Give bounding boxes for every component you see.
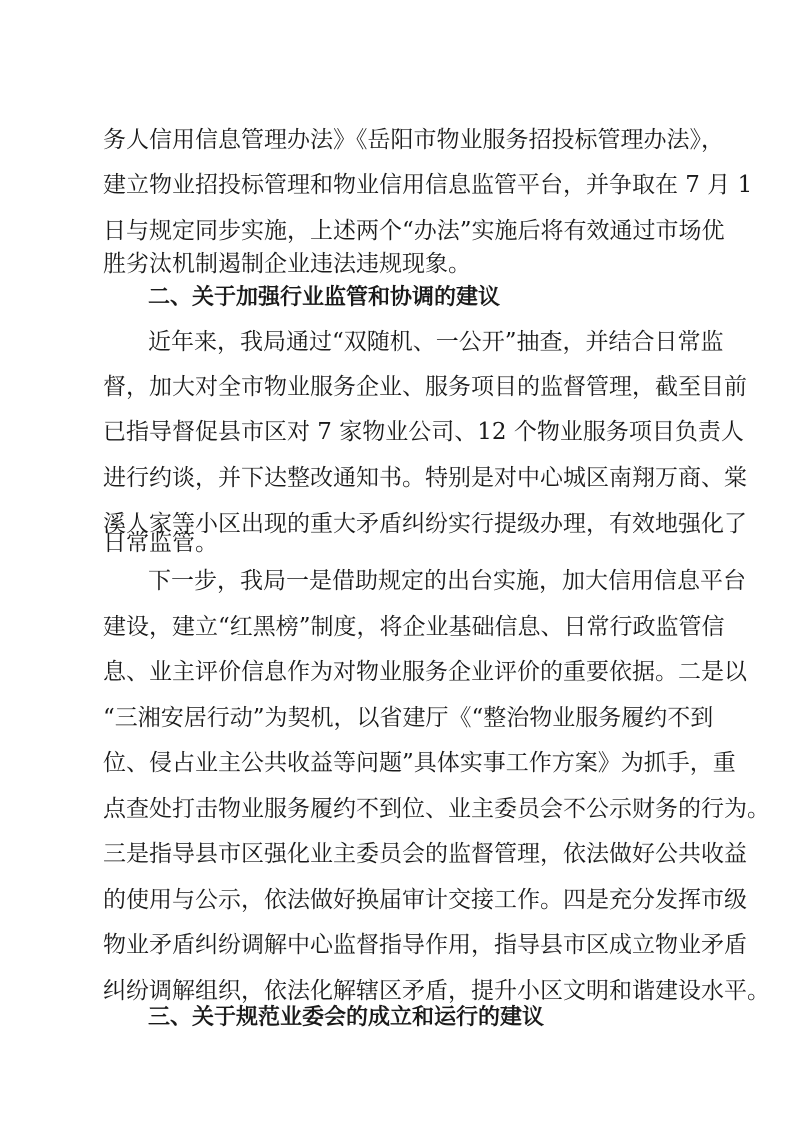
paragraph-first-line: 下一步，我局一是借助规定的出台实施，加大信用信息平台 (148, 568, 746, 594)
body-line-8: 已指导督促县市区对 7 家物业公司、12 个物业服务项目负责人 (103, 419, 744, 445)
body-line-9: 进行约谈，并下达整改通知书。特别是对中心城区南翔万商、棠 (103, 465, 747, 491)
body-line-3: 日与规定同步实施，上述两个“办法”实施后将有效通过市场优 (103, 218, 725, 244)
body-line-14: 息、业主评价信息作为对物业服务企业评价的重要依据。二是以 (103, 659, 747, 685)
body-line-19: 的使用与公示，依法做好换届审计交接工作。四是充分发挥市级 (103, 887, 747, 913)
body-line-18: 三是指导县市区强化业主委员会的监督管理，依法做好公共收益 (103, 841, 747, 867)
body-line-15: “三湘安居行动”为契机，以省建厅《“整治物业服务履约不到 (103, 705, 714, 731)
section-heading-2: 二、关于加强行业监管和协调的建议 (148, 285, 501, 310)
body-line-1: 务人信用信息管理办法》《岳阳市物业服务招投标管理办法》， (103, 127, 724, 153)
body-line-7: 督，加大对全市物业服务企业、服务项目的监督管理，截至目前 (103, 374, 747, 400)
paragraph-first-line: 近年来，我局通过“双随机、一公开”抽查，并结合日常监 (148, 329, 724, 355)
body-line-20: 物业矛盾纠纷调解中心监督指导作用，指导县市区成立物业矛盾 (103, 932, 747, 958)
section-heading-3: 三、关于规范业委会的成立和运行的建议 (148, 1005, 545, 1030)
body-line-21: 纠纷调解组织，依法化解辖区矛盾，提升小区文明和谐建设水平。 (103, 978, 770, 1004)
body-line-16: 位、侵占业主公共收益等问题”具体实事工作方案》为抓手，重 (103, 750, 736, 776)
body-line-10: 溪人家等小区出现的重大矛盾纠纷实行提级办理，有效地强化了 (103, 511, 747, 537)
body-line-2: 建立物业招投标管理和物业信用信息监管平台，并争取在 7 月 1 (103, 172, 753, 198)
body-line-11: 日常监管。 (103, 530, 218, 556)
body-line-4: 胜劣汰机制遏制企业违法违规现象。 (103, 251, 471, 277)
body-line-17: 点查处打击物业服务履约不到位、业主委员会不公示财务的行为。 (103, 796, 770, 822)
body-line-13: 建设，建立“红黑榜”制度，将企业基础信息、日常行政监管信 (103, 614, 725, 640)
